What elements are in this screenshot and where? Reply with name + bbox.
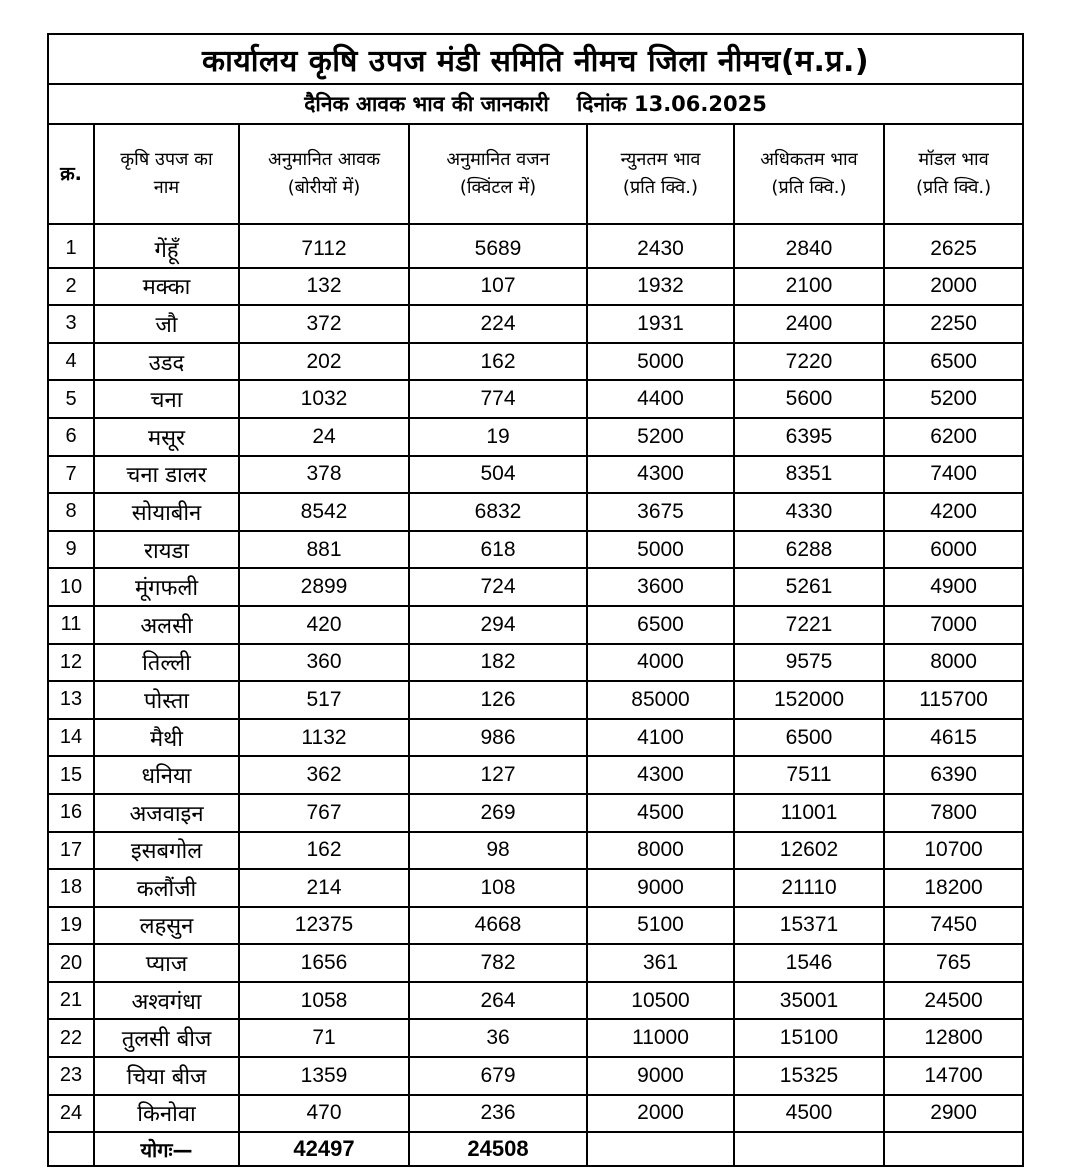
min-price-cell: 1932 (587, 268, 734, 306)
serial-cell: 7 (48, 456, 94, 494)
arrival-cell: 12375 (239, 907, 409, 945)
crop-name-cell: सोयाबीन (94, 493, 239, 531)
table-row (48, 644, 1023, 682)
max-price-cell: 15325 (734, 1057, 884, 1095)
modal-price-cell: 7450 (884, 907, 1023, 945)
weight-cell: 162 (409, 343, 587, 381)
serial-cell: 9 (48, 531, 94, 569)
arrival-cell: 71 (239, 1019, 409, 1057)
total-empty-cell (884, 1132, 1023, 1166)
arrival-cell: 1359 (239, 1057, 409, 1095)
max-price-cell: 152000 (734, 681, 884, 719)
modal-price-cell: 2900 (884, 1095, 1023, 1133)
weight-cell: 108 (409, 869, 587, 907)
crop-name-cell: अलसी (94, 606, 239, 644)
header-min-price: न्युनतम भाव (प्रति क्वि.) (587, 124, 734, 224)
arrival-cell: 1058 (239, 982, 409, 1020)
serial-cell: 3 (48, 305, 94, 343)
min-price-cell: 4500 (587, 794, 734, 832)
arrival-cell: 767 (239, 794, 409, 832)
modal-price-cell: 2625 (884, 224, 1023, 268)
max-price-cell: 4330 (734, 493, 884, 531)
modal-price-cell: 6200 (884, 418, 1023, 456)
weight-cell: 724 (409, 568, 587, 606)
crop-name-cell: मूंगफली (94, 568, 239, 606)
crop-name-cell: मैथी (94, 719, 239, 757)
modal-price-cell: 7000 (884, 606, 1023, 644)
arrival-cell: 362 (239, 756, 409, 794)
min-price-cell: 2000 (587, 1095, 734, 1133)
max-price-cell: 2840 (734, 224, 884, 268)
min-price-cell: 85000 (587, 681, 734, 719)
crop-name-cell: मसूर (94, 418, 239, 456)
modal-price-cell: 7800 (884, 794, 1023, 832)
table-row (48, 794, 1023, 832)
weight-cell: 294 (409, 606, 587, 644)
serial-cell: 13 (48, 681, 94, 719)
modal-price-cell: 24500 (884, 982, 1023, 1020)
max-price-cell: 9575 (734, 644, 884, 682)
serial-cell: 11 (48, 606, 94, 644)
crop-name-cell: धनिया (94, 756, 239, 794)
serial-cell: 17 (48, 832, 94, 870)
table-row (48, 756, 1023, 794)
modal-price-cell: 5200 (884, 380, 1023, 418)
serial-cell: 4 (48, 343, 94, 381)
serial-cell: 23 (48, 1057, 94, 1095)
arrival-cell: 214 (239, 869, 409, 907)
crop-name-cell: कलौंजी (94, 869, 239, 907)
table-row (48, 681, 1023, 719)
table-row (48, 493, 1023, 531)
min-price-cell: 5000 (587, 343, 734, 381)
mandi-rates-table (47, 33, 1024, 1167)
min-price-cell: 11000 (587, 1019, 734, 1057)
arrival-cell: 378 (239, 456, 409, 494)
modal-price-cell: 4200 (884, 493, 1023, 531)
table-row (48, 869, 1023, 907)
crop-name-cell: गेंहूँ (94, 224, 239, 268)
date-label: दिनांक (576, 92, 627, 116)
header-crop: कृषि उपज का नाम (94, 124, 239, 224)
header-arrival: अनुमानित आवक (बोरीयों में) (239, 124, 409, 224)
arrival-cell: 202 (239, 343, 409, 381)
serial-cell: 8 (48, 493, 94, 531)
weight-cell: 264 (409, 982, 587, 1020)
arrival-cell: 2899 (239, 568, 409, 606)
min-price-cell: 9000 (587, 869, 734, 907)
crop-name-cell: इसबगोल (94, 832, 239, 870)
min-price-cell: 9000 (587, 1057, 734, 1095)
table-row (48, 982, 1023, 1020)
serial-cell: 12 (48, 644, 94, 682)
max-price-cell: 5261 (734, 568, 884, 606)
max-price-cell: 15371 (734, 907, 884, 945)
modal-price-cell: 7400 (884, 456, 1023, 494)
modal-price-cell: 18200 (884, 869, 1023, 907)
crop-name-cell: चिया बीज (94, 1057, 239, 1095)
table-row (48, 343, 1023, 381)
crop-name-cell: किनोवा (94, 1095, 239, 1133)
min-price-cell: 8000 (587, 832, 734, 870)
total-empty-cell (734, 1132, 884, 1166)
table-row (48, 380, 1023, 418)
min-price-cell: 2430 (587, 224, 734, 268)
weight-cell: 986 (409, 719, 587, 757)
table-row (48, 568, 1023, 606)
arrival-cell: 7112 (239, 224, 409, 268)
min-price-cell: 6500 (587, 606, 734, 644)
min-price-cell: 361 (587, 944, 734, 982)
header-serial: क्र. (48, 124, 94, 224)
max-price-cell: 1546 (734, 944, 884, 982)
min-price-cell: 4100 (587, 719, 734, 757)
weight-cell: 679 (409, 1057, 587, 1095)
arrival-cell: 372 (239, 305, 409, 343)
serial-cell: 10 (48, 568, 94, 606)
modal-price-cell: 765 (884, 944, 1023, 982)
table-row (48, 1095, 1023, 1133)
table-row (48, 456, 1023, 494)
max-price-cell: 15100 (734, 1019, 884, 1057)
table-row (48, 907, 1023, 945)
max-price-cell: 7221 (734, 606, 884, 644)
weight-cell: 236 (409, 1095, 587, 1133)
max-price-cell: 7511 (734, 756, 884, 794)
crop-name-cell: तुलसी बीज (94, 1019, 239, 1057)
header-modal-price: मॉडल भाव (प्रति क्वि.) (884, 124, 1023, 224)
weight-cell: 127 (409, 756, 587, 794)
modal-price-cell: 6500 (884, 343, 1023, 381)
min-price-cell: 4400 (587, 380, 734, 418)
total-weight: 24508 (409, 1132, 587, 1166)
modal-price-cell: 4900 (884, 568, 1023, 606)
weight-cell: 182 (409, 644, 587, 682)
max-price-cell: 12602 (734, 832, 884, 870)
min-price-cell: 3675 (587, 493, 734, 531)
report-subtitle (48, 84, 1023, 124)
serial-cell: 15 (48, 756, 94, 794)
weight-cell: 98 (409, 832, 587, 870)
arrival-cell: 132 (239, 268, 409, 306)
modal-price-cell: 12800 (884, 1019, 1023, 1057)
max-price-cell: 6500 (734, 719, 884, 757)
subtitle-label: दैनिक आवक भाव की जानकारी (304, 92, 549, 116)
modal-price-cell: 14700 (884, 1057, 1023, 1095)
weight-cell: 774 (409, 380, 587, 418)
max-price-cell: 6288 (734, 531, 884, 569)
serial-cell: 2 (48, 268, 94, 306)
min-price-cell: 1931 (587, 305, 734, 343)
modal-price-cell: 115700 (884, 681, 1023, 719)
page-title: कार्यालय कृषि उपज मंडी समिति नीमच जिला नीमच(म.प्र.) (48, 34, 1023, 84)
arrival-cell: 360 (239, 644, 409, 682)
crop-name-cell: पोस्ता (94, 681, 239, 719)
weight-cell: 224 (409, 305, 587, 343)
serial-cell: 16 (48, 794, 94, 832)
serial-cell: 24 (48, 1095, 94, 1133)
crop-name-cell: चना (94, 380, 239, 418)
arrival-cell: 8542 (239, 493, 409, 531)
header-weight: अनुमानित वजन (क्विंटल में) (409, 124, 587, 224)
table-row (48, 719, 1023, 757)
serial-cell: 19 (48, 907, 94, 945)
min-price-cell: 4300 (587, 756, 734, 794)
arrival-cell: 24 (239, 418, 409, 456)
arrival-cell: 470 (239, 1095, 409, 1133)
modal-price-cell: 2000 (884, 268, 1023, 306)
max-price-cell: 2100 (734, 268, 884, 306)
max-price-cell: 6395 (734, 418, 884, 456)
min-price-cell: 10500 (587, 982, 734, 1020)
weight-cell: 126 (409, 681, 587, 719)
min-price-cell: 5000 (587, 531, 734, 569)
max-price-cell: 35001 (734, 982, 884, 1020)
min-price-cell: 4000 (587, 644, 734, 682)
total-label: योगः— (94, 1132, 239, 1166)
modal-price-cell: 2250 (884, 305, 1023, 343)
max-price-cell: 7220 (734, 343, 884, 381)
min-price-cell: 4300 (587, 456, 734, 494)
min-price-cell: 5100 (587, 907, 734, 945)
serial-cell: 22 (48, 1019, 94, 1057)
serial-cell: 6 (48, 418, 94, 456)
crop-name-cell: लहसुन (94, 907, 239, 945)
modal-price-cell: 6000 (884, 531, 1023, 569)
crop-name-cell: अजवाइन (94, 794, 239, 832)
min-price-cell: 3600 (587, 568, 734, 606)
serial-cell: 5 (48, 380, 94, 418)
total-arrival: 42497 (239, 1132, 409, 1166)
modal-price-cell: 6390 (884, 756, 1023, 794)
weight-cell: 4668 (409, 907, 587, 945)
serial-cell: 1 (48, 224, 94, 268)
report-date: 13.06.2025 (633, 92, 767, 116)
table-row (48, 224, 1023, 268)
serial-cell: 20 (48, 944, 94, 982)
total-empty-cell (48, 1132, 94, 1166)
crop-name-cell: चना डालर (94, 456, 239, 494)
serial-cell: 21 (48, 982, 94, 1020)
table-row (48, 832, 1023, 870)
max-price-cell: 8351 (734, 456, 884, 494)
arrival-cell: 881 (239, 531, 409, 569)
weight-cell: 269 (409, 794, 587, 832)
weight-cell: 19 (409, 418, 587, 456)
table-body (48, 224, 1023, 1132)
crop-name-cell: प्याज (94, 944, 239, 982)
table-row (48, 531, 1023, 569)
weight-cell: 618 (409, 531, 587, 569)
arrival-cell: 517 (239, 681, 409, 719)
modal-price-cell: 8000 (884, 644, 1023, 682)
max-price-cell: 11001 (734, 794, 884, 832)
max-price-cell: 2400 (734, 305, 884, 343)
arrival-cell: 1132 (239, 719, 409, 757)
header-max-price: अधिकतम भाव (प्रति क्वि.) (734, 124, 884, 224)
serial-cell: 18 (48, 869, 94, 907)
table-row (48, 268, 1023, 306)
crop-name-cell: अश्वगंधा (94, 982, 239, 1020)
min-price-cell: 5200 (587, 418, 734, 456)
max-price-cell: 21110 (734, 869, 884, 907)
table-row (48, 1019, 1023, 1057)
total-row (48, 1132, 1023, 1166)
weight-cell: 782 (409, 944, 587, 982)
arrival-cell: 420 (239, 606, 409, 644)
modal-price-cell: 10700 (884, 832, 1023, 870)
crop-name-cell: मक्का (94, 268, 239, 306)
max-price-cell: 4500 (734, 1095, 884, 1133)
table-row (48, 1057, 1023, 1095)
arrival-cell: 162 (239, 832, 409, 870)
modal-price-cell: 4615 (884, 719, 1023, 757)
crop-name-cell: रायडा (94, 531, 239, 569)
mandi-report-sheet (47, 33, 1022, 1167)
table-row (48, 944, 1023, 982)
crop-name-cell: तिल्ली (94, 644, 239, 682)
weight-cell: 6832 (409, 493, 587, 531)
table-row (48, 606, 1023, 644)
table-row (48, 418, 1023, 456)
weight-cell: 5689 (409, 224, 587, 268)
weight-cell: 36 (409, 1019, 587, 1057)
table-row (48, 305, 1023, 343)
weight-cell: 107 (409, 268, 587, 306)
crop-name-cell: उडद (94, 343, 239, 381)
total-empty-cell (587, 1132, 734, 1166)
weight-cell: 504 (409, 456, 587, 494)
max-price-cell: 5600 (734, 380, 884, 418)
crop-name-cell: जौ (94, 305, 239, 343)
serial-cell: 14 (48, 719, 94, 757)
arrival-cell: 1656 (239, 944, 409, 982)
arrival-cell: 1032 (239, 380, 409, 418)
